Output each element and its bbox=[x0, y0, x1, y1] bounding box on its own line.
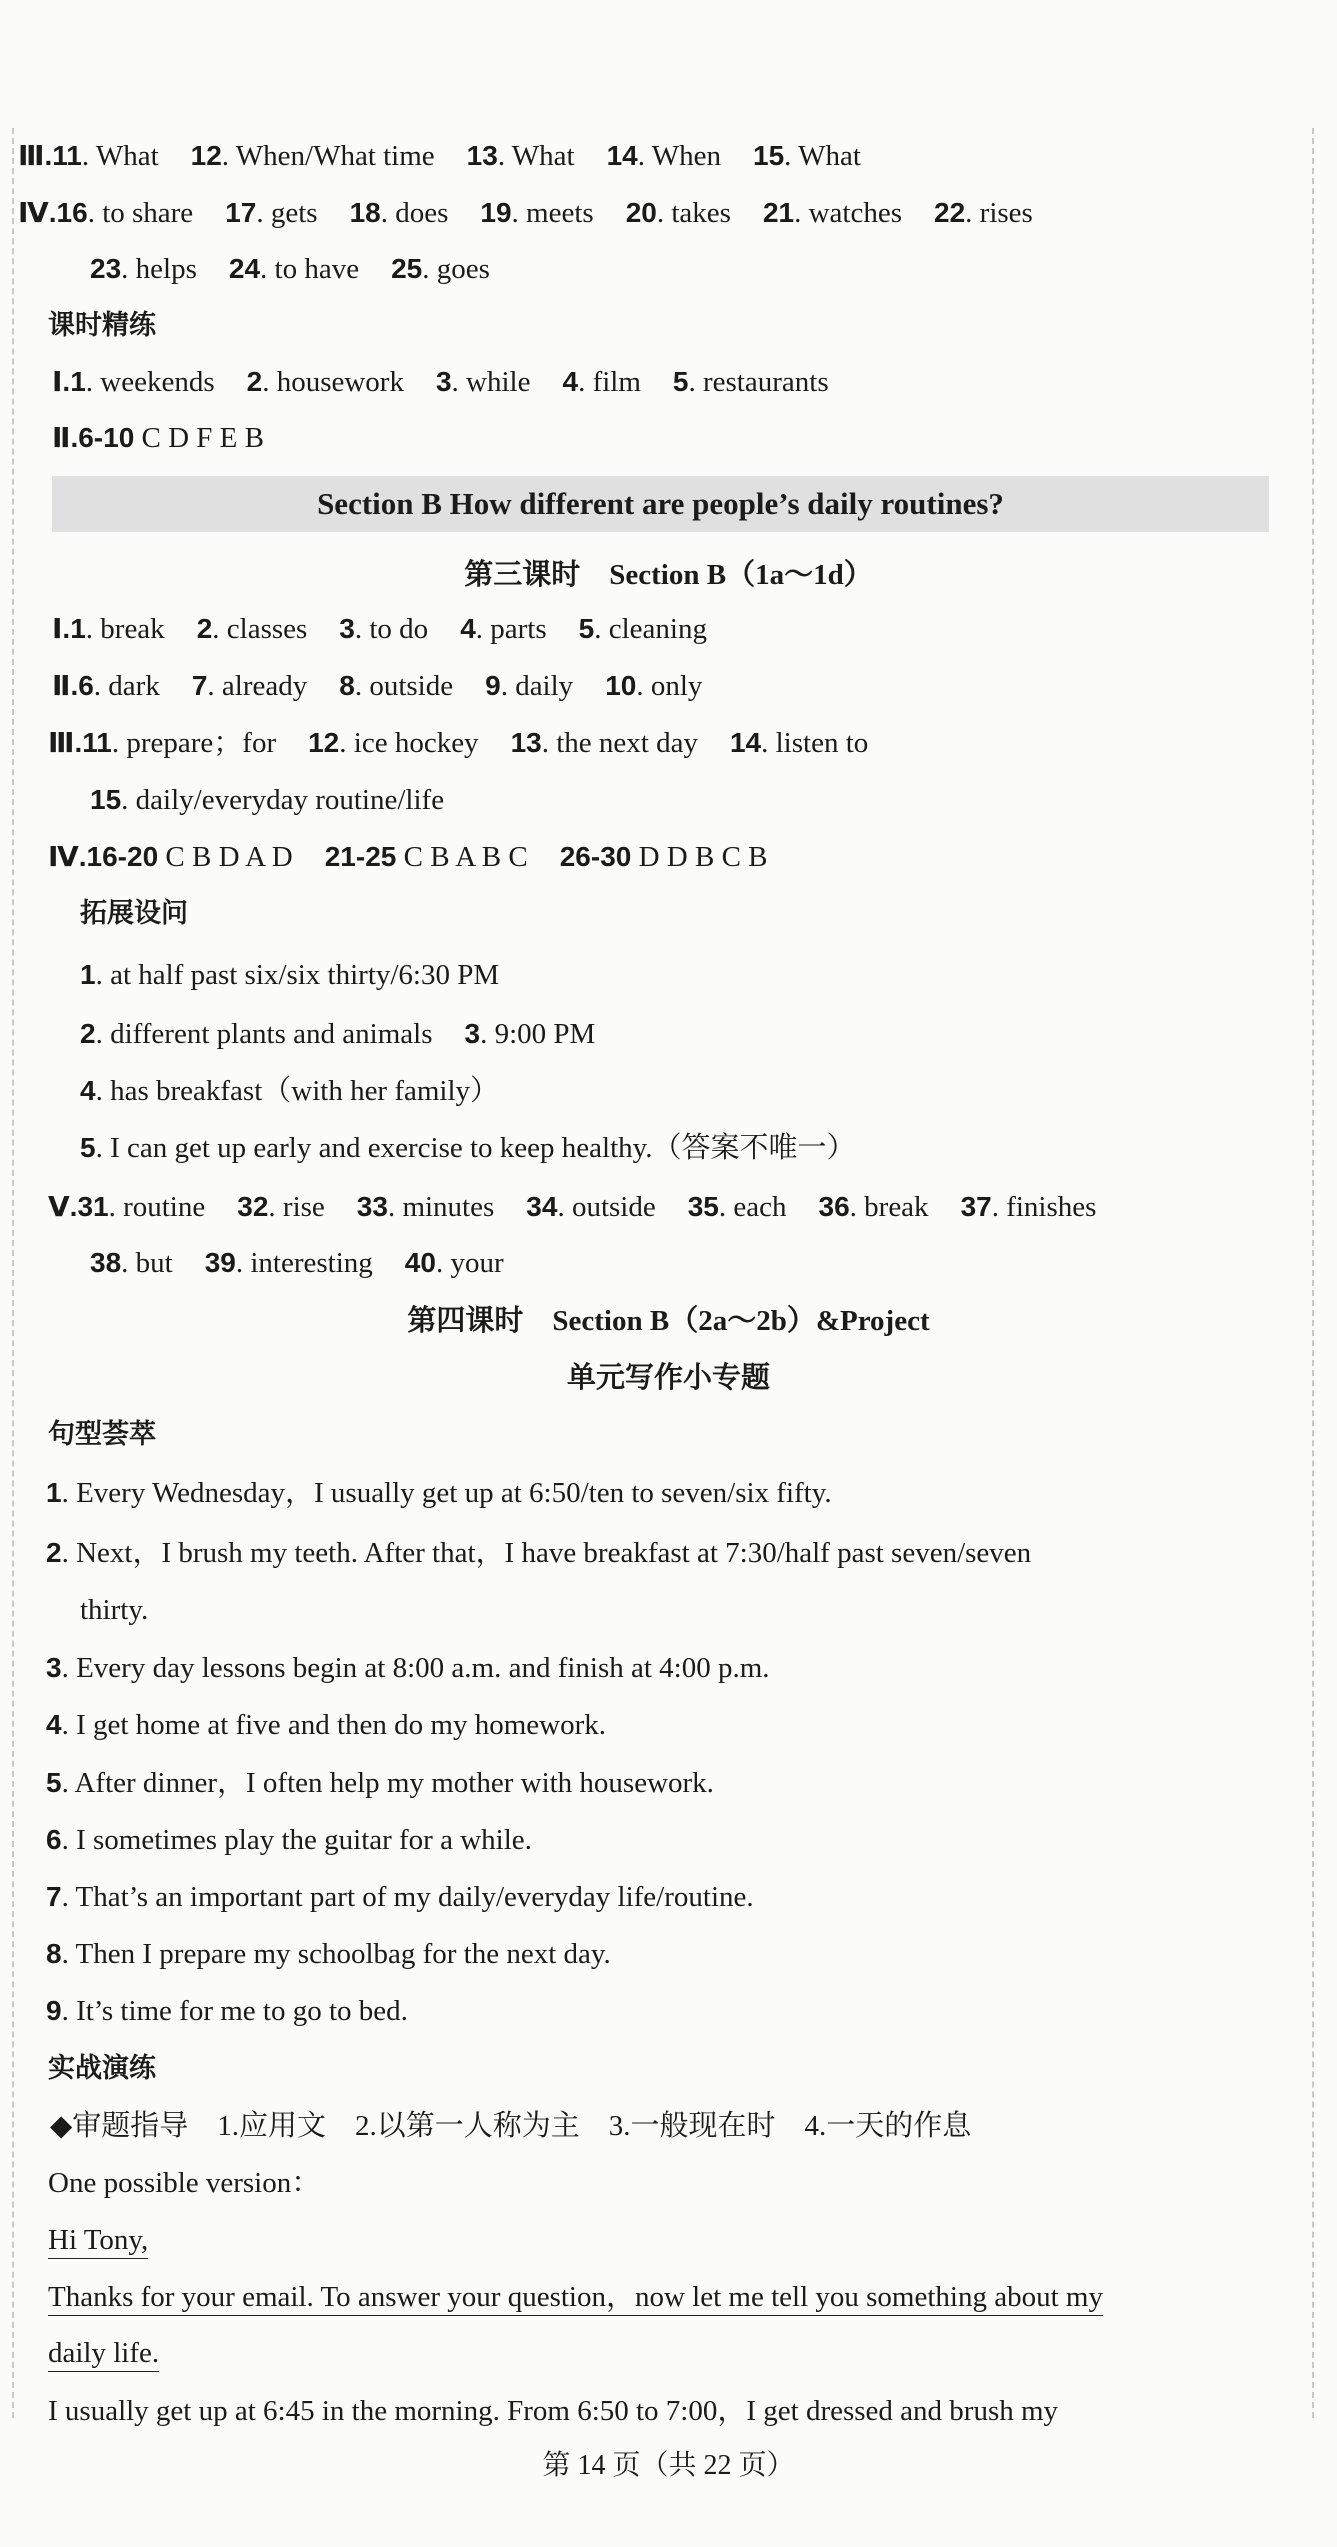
answer-line bbox=[90, 1243, 504, 1283]
item-answer: C B A B C bbox=[396, 841, 528, 873]
item-answer: . What bbox=[497, 140, 575, 172]
item-answer: . has breakfast（with her family） bbox=[95, 1075, 500, 1107]
item-number: 37 bbox=[960, 1191, 992, 1222]
left-margin-rule bbox=[12, 128, 14, 2418]
item-number: 17 bbox=[225, 197, 257, 228]
answer-line bbox=[52, 666, 702, 706]
item-number: 39 bbox=[204, 1247, 236, 1278]
lesson-title: 单元写作小专题 bbox=[566, 1362, 770, 1394]
answer-line bbox=[46, 1991, 408, 2031]
answer-line bbox=[48, 2391, 1058, 2431]
item-number: 4 bbox=[80, 1075, 96, 1106]
item-number: Ⅳ.16 bbox=[18, 197, 88, 228]
answer-line bbox=[80, 1071, 499, 1111]
item-answer: . I sometimes play the guitar for a while. bbox=[61, 1824, 532, 1856]
text-span: Hi Tony, bbox=[48, 2224, 148, 2259]
answer-line bbox=[80, 1590, 148, 1630]
answer-line bbox=[80, 955, 499, 995]
item-number: 3 bbox=[464, 1018, 481, 1049]
item-number: 36 bbox=[818, 1191, 850, 1222]
item-number: 21-25 bbox=[324, 841, 397, 872]
item-number: 3 bbox=[435, 366, 452, 397]
item-answer: . to do bbox=[354, 613, 429, 645]
answer-line bbox=[46, 1533, 1031, 1573]
section-heading: 句型荟萃 bbox=[48, 1419, 156, 1450]
item-number: 1 bbox=[80, 959, 96, 990]
item-answer: . After dinner，I often help my mother with housework. bbox=[61, 1767, 714, 1799]
item-number: 13 bbox=[466, 140, 498, 171]
item-number: 23 bbox=[90, 253, 122, 284]
answer-line bbox=[46, 1473, 832, 1513]
text-span: Thanks for your email. To answer your question，now let me tell you something about my bbox=[48, 2281, 1103, 2316]
item-number: 5 bbox=[672, 366, 689, 397]
item-answer: . helps bbox=[121, 253, 197, 285]
item-number: 34 bbox=[526, 1191, 558, 1222]
item-number: Ⅴ.31 bbox=[48, 1191, 109, 1222]
item-answer: C B D A D bbox=[158, 841, 293, 873]
item-answer: . your bbox=[435, 1247, 504, 1279]
item-answer: . the next day bbox=[541, 727, 698, 759]
answer-line bbox=[46, 1648, 770, 1688]
item-answer: . different plants and animals bbox=[95, 1018, 433, 1050]
item-number: 40 bbox=[404, 1247, 436, 1278]
lesson-title: 第三课时 Section B（1a～1d） bbox=[464, 559, 873, 591]
item-answer: . while bbox=[451, 366, 531, 398]
item-number: Ⅲ.11 bbox=[48, 727, 112, 758]
item-answer: . only bbox=[636, 670, 703, 702]
item-answer: . When bbox=[637, 140, 721, 172]
right-margin-rule bbox=[1312, 128, 1314, 2418]
answer-line bbox=[90, 249, 490, 289]
item-number: 15 bbox=[90, 784, 122, 815]
answer-line bbox=[80, 1128, 856, 1168]
item-answer: . 9:00 PM bbox=[480, 1018, 596, 1050]
item-answer: . parts bbox=[475, 613, 547, 645]
lesson-title: 第四课时 Section B（2a～2b）&Project bbox=[407, 1305, 930, 1337]
item-number: 35 bbox=[687, 1191, 719, 1222]
item-answer: . It’s time for me to go to bed. bbox=[61, 1995, 408, 2027]
item-number: 13 bbox=[510, 727, 542, 758]
section-banner: Section B How different are people’s daily routines? bbox=[52, 476, 1269, 532]
answer-line bbox=[46, 1763, 714, 1803]
text-span: daily life. bbox=[48, 2337, 159, 2372]
item-answer: . but bbox=[121, 1247, 173, 1279]
item-number: 8 bbox=[339, 670, 355, 701]
answer-line bbox=[80, 1014, 595, 1054]
item-answer: . ice hockey bbox=[339, 727, 479, 759]
item-answer: . finishes bbox=[991, 1191, 1097, 1223]
answer-line bbox=[48, 723, 868, 763]
item-answer: . rise bbox=[268, 1191, 325, 1223]
item-answer: . at half past six/six thirty/6:30 PM bbox=[95, 959, 500, 991]
answer-line bbox=[52, 418, 264, 458]
answer-line bbox=[48, 2277, 1103, 2317]
item-number: 5 bbox=[578, 613, 595, 644]
answer-line bbox=[48, 2333, 159, 2373]
item-answer: . each bbox=[718, 1191, 787, 1223]
section-heading: 拓展设问 bbox=[80, 898, 188, 929]
item-answer: D D B C B bbox=[631, 841, 768, 873]
item-answer: . meets bbox=[511, 197, 594, 229]
item-number: 26-30 bbox=[559, 841, 632, 872]
text-span: thirty. bbox=[80, 1594, 149, 1626]
item-answer: . outside bbox=[354, 670, 454, 702]
item-answer: . outside bbox=[557, 1191, 656, 1223]
item-answer: . I get home at five and then do my homework. bbox=[61, 1709, 606, 1741]
answer-line bbox=[18, 193, 1033, 233]
item-number: Ⅲ.11 bbox=[18, 140, 82, 171]
item-answer: . cleaning bbox=[594, 613, 707, 645]
item-answer: . watches bbox=[794, 197, 903, 229]
item-number: 7 bbox=[46, 1881, 62, 1912]
item-number: Ⅳ.16-20 bbox=[48, 841, 159, 872]
answer-line bbox=[48, 2163, 320, 2203]
item-number: 2 bbox=[246, 366, 263, 397]
item-answer: . to have bbox=[260, 253, 360, 285]
item-answer: . film bbox=[578, 366, 641, 398]
item-answer: C D F E B bbox=[134, 422, 264, 454]
answer-line bbox=[52, 362, 829, 402]
item-answer: . goes bbox=[422, 253, 490, 285]
item-number: 19 bbox=[480, 197, 512, 228]
item-number: 3 bbox=[339, 613, 355, 644]
item-number: 8 bbox=[46, 1938, 62, 1969]
item-number: 5 bbox=[46, 1767, 62, 1798]
item-answer: . Then I prepare my schoolbag for the next day. bbox=[61, 1938, 611, 1970]
item-answer: . daily bbox=[500, 670, 574, 702]
item-number: Ⅱ.6-10 bbox=[52, 422, 135, 453]
item-answer: . What bbox=[784, 140, 861, 172]
answer-line bbox=[46, 1820, 532, 1860]
item-answer: . Next，I brush my teeth. After that，I have breakfast at 7:30/half past seven/seven bbox=[61, 1537, 1032, 1569]
item-number: Ⅰ.1 bbox=[52, 613, 86, 644]
item-number: 14 bbox=[729, 727, 762, 758]
text-span: One possible version： bbox=[48, 2167, 321, 2199]
item-answer: . takes bbox=[656, 197, 731, 229]
item-answer: . daily/everyday routine/life bbox=[121, 784, 445, 816]
item-number: Ⅱ.6 bbox=[52, 670, 94, 701]
item-number: 7 bbox=[191, 670, 208, 701]
item-number: 2 bbox=[46, 1537, 62, 1568]
item-answer: . I can get up early and exercise to keep healthy.（答案不唯一） bbox=[95, 1132, 856, 1164]
answer-line bbox=[48, 837, 768, 877]
item-number: 5 bbox=[80, 1132, 96, 1163]
answer-line bbox=[50, 2106, 971, 2146]
answer-line bbox=[48, 1187, 1096, 1227]
answer-line bbox=[46, 1705, 606, 1745]
item-number: 4 bbox=[460, 613, 476, 644]
answer-line bbox=[48, 2220, 148, 2260]
item-answer: . restaurants bbox=[688, 366, 829, 398]
item-number: 3 bbox=[46, 1652, 62, 1683]
item-number: 21 bbox=[762, 197, 795, 228]
item-number: 2 bbox=[196, 613, 213, 644]
answer-line bbox=[46, 1877, 754, 1917]
item-number: 4 bbox=[46, 1709, 62, 1740]
item-answer: . to share bbox=[87, 197, 194, 229]
item-answer: . break bbox=[85, 613, 165, 645]
item-answer: . rises bbox=[965, 197, 1033, 229]
item-answer: . When/What time bbox=[221, 140, 435, 172]
item-number: 32 bbox=[237, 1191, 269, 1222]
item-number: 10 bbox=[605, 670, 637, 701]
item-answer: . routine bbox=[108, 1191, 206, 1223]
item-answer: . weekends bbox=[85, 366, 215, 398]
text-span: I usually get up at 6:45 in the morning. From 6:50 to 7:00，I get dressed and brush my bbox=[48, 2395, 1059, 2427]
item-answer: . Every day lessons begin at 8:00 a.m. and finish at 4:00 p.m. bbox=[61, 1652, 770, 1684]
item-number: 1 bbox=[46, 1477, 62, 1508]
item-number: 4 bbox=[562, 366, 579, 397]
item-number: 33 bbox=[356, 1191, 388, 1222]
item-answer: . does bbox=[380, 197, 449, 229]
item-number: 25 bbox=[391, 253, 423, 284]
item-number: 22 bbox=[934, 197, 966, 228]
item-answer: . gets bbox=[256, 197, 318, 229]
item-answer: . prepare；for bbox=[111, 727, 277, 759]
item-answer: . break bbox=[849, 1191, 929, 1223]
text-span: ◆审题指导 1.应用文 2.以第一人称为主 3.一般现在时 4.一天的作息 bbox=[50, 2110, 972, 2142]
item-answer: . What bbox=[81, 140, 159, 172]
item-number: 24 bbox=[228, 253, 261, 284]
item-number: 20 bbox=[625, 197, 657, 228]
item-number: 9 bbox=[485, 670, 501, 701]
item-number: 12 bbox=[190, 140, 222, 171]
page-footer: 第 14 页（共 22 页） bbox=[542, 2450, 795, 2481]
item-number: 12 bbox=[308, 727, 340, 758]
item-answer: . interesting bbox=[235, 1247, 373, 1279]
item-answer: . minutes bbox=[387, 1191, 495, 1223]
answer-line bbox=[46, 1934, 611, 1974]
answer-line bbox=[18, 136, 861, 176]
item-answer: . housework bbox=[262, 366, 404, 398]
item-number: 15 bbox=[753, 140, 785, 171]
item-answer: . already bbox=[207, 670, 308, 702]
item-number: 6 bbox=[46, 1824, 62, 1855]
item-answer: . dark bbox=[93, 670, 160, 702]
item-answer: . Every Wednesday，I usually get up at 6:50/ten to seven/six fifty. bbox=[61, 1477, 832, 1509]
section-heading: 实战演练 bbox=[48, 2053, 156, 2084]
item-number: 9 bbox=[46, 1995, 62, 2026]
item-number: 18 bbox=[349, 197, 381, 228]
item-answer: . That’s an important part of my daily/everyday life/routine. bbox=[61, 1881, 754, 1913]
item-number: Ⅰ.1 bbox=[52, 366, 86, 397]
item-answer: . classes bbox=[212, 613, 308, 645]
answer-line bbox=[52, 609, 707, 649]
item-number: 2 bbox=[80, 1018, 96, 1049]
item-answer: . listen to bbox=[761, 727, 869, 759]
answer-line bbox=[90, 780, 444, 820]
item-number: 14 bbox=[606, 140, 638, 171]
item-number: 38 bbox=[90, 1247, 122, 1278]
section-heading: 课时精练 bbox=[48, 310, 156, 341]
